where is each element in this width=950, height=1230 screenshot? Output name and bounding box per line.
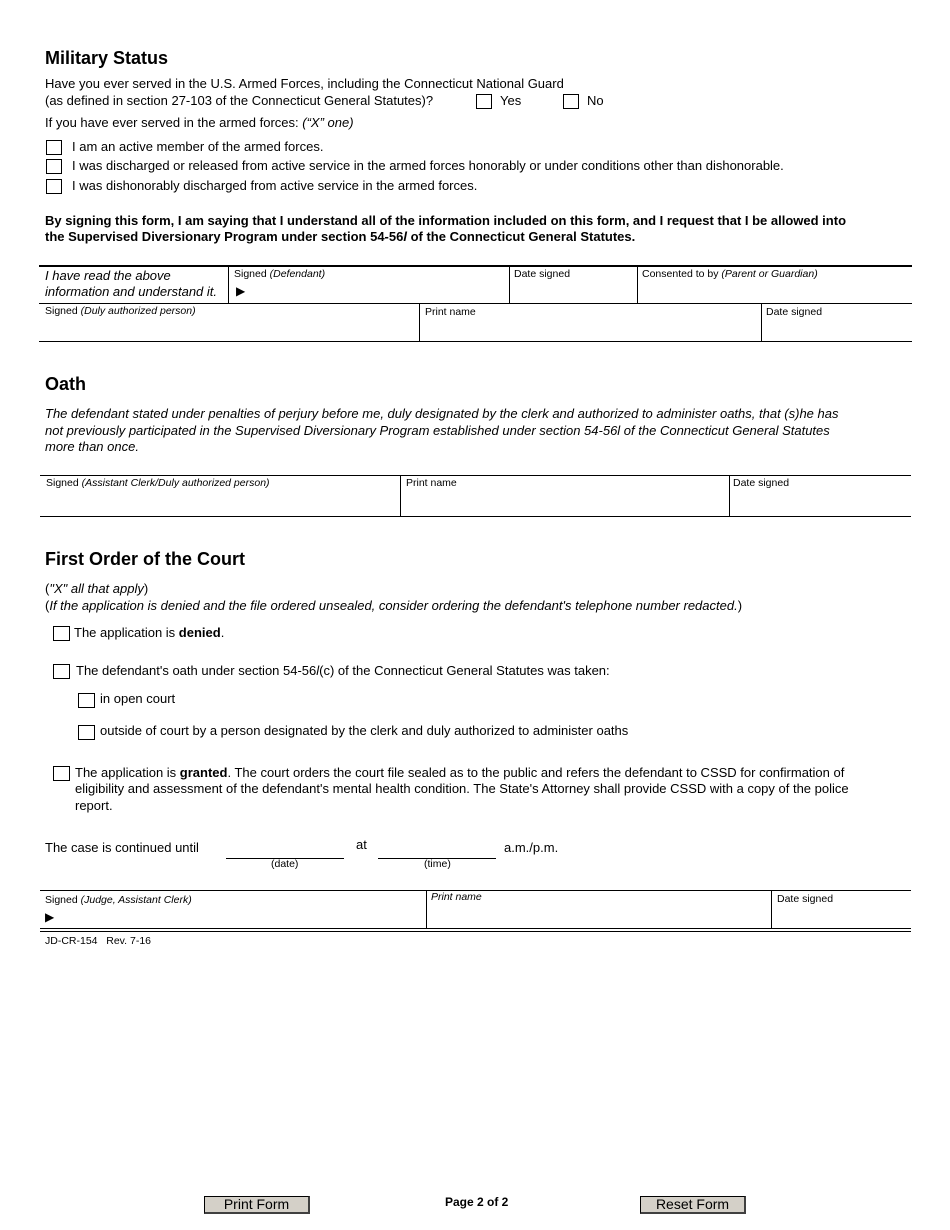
judge-print-name-field[interactable]: [431, 906, 767, 926]
denied-pre: The application is: [74, 625, 179, 640]
granted-line1-post: . The court orders the court file sealed as to the public and refers the defendant to CSSD for confirmation of: [227, 765, 845, 780]
consented-label: [642, 268, 818, 280]
guardian-signature-field[interactable]: [642, 282, 908, 300]
signature-divider-4: [419, 304, 420, 341]
signature-divider-5: [761, 304, 762, 341]
granted-bold: granted: [179, 765, 228, 780]
outside-court-checkbox[interactable]: [78, 725, 95, 740]
judge-signed-hint: (Judge, Assistant Clerk): [80, 894, 192, 906]
denied-label: [74, 625, 224, 641]
active-member-label: I am an active member of the armed forces.: [72, 139, 324, 154]
oath-taken-l: l: [316, 663, 320, 678]
signature-block-mid-rule: [39, 303, 912, 304]
oath-text-line2: not previously participated in the Supervised Diversionary Program established under section 54-56l of the Connecticut General Statutes: [45, 423, 830, 438]
military-question-line1: Have you ever served in the U.S. Armed Forces, including the Connecticut National Guard: [45, 76, 564, 91]
declaration-line2: [45, 229, 635, 245]
instr2-ital: If the application is denied and the file ordered unsealed, consider ordering the defendant's telephone number redacted.: [49, 598, 738, 613]
consented-hint: (Parent or Guardian): [721, 268, 818, 280]
declaration-line1: By signing this form, I am saying that I understand all of the information included on this form, and I request that I be allowed into: [45, 213, 847, 228]
instr2-post: ): [737, 598, 743, 613]
oath-taken-post: (c) of the Connecticut General Statutes was taken:: [319, 663, 610, 678]
print-form-button[interactable]: Print Form: [204, 1196, 310, 1214]
case-continued-label: The case is continued until: [45, 840, 199, 855]
oath-text-line3: more than once.: [45, 439, 139, 454]
granted-pre: The application is: [75, 765, 180, 780]
signed-label-text: Signed: [234, 268, 270, 280]
judge-signed-label: [45, 894, 192, 906]
judge-block-bottom-rule: [40, 928, 911, 929]
defendant-signed-label: [234, 268, 325, 280]
oath-signed-label: [46, 477, 270, 489]
if-served-instruction: [45, 115, 354, 131]
denied-checkbox[interactable]: [53, 626, 70, 641]
continued-time-field[interactable]: [378, 838, 496, 857]
date-caption: (date): [271, 858, 299, 870]
judge-date-field[interactable]: [777, 906, 908, 926]
oath-divider-2: [729, 476, 730, 516]
granted-line2: eligibility and assessment of the defendant's mental health condition. The State's Attorney shall provide CSSD with a copy of the police: [75, 781, 849, 796]
authorized-date-signed-label: Date signed: [766, 306, 823, 318]
granted-line3: report.: [75, 798, 113, 813]
active-member-checkbox[interactable]: [46, 140, 62, 155]
read-understand-line1: I have read the above: [45, 268, 171, 283]
authorized-signature-field[interactable]: [45, 320, 415, 338]
authorized-hint: (Duly authorized person): [80, 305, 196, 317]
oath-signature-field[interactable]: [46, 492, 396, 512]
oath-taken-checkbox[interactable]: [53, 664, 70, 679]
instr1-ital: "X" all that apply: [49, 581, 144, 596]
granted-line1: [75, 765, 915, 781]
ampm-label: a.m./p.m.: [504, 840, 559, 855]
denied-bold: denied: [178, 625, 221, 640]
honorable-discharge-checkbox[interactable]: [46, 159, 62, 174]
page-number: Page 2 of 2: [445, 1195, 509, 1209]
instr1-post: ): [143, 581, 149, 596]
print-name-label: Print name: [425, 306, 476, 318]
signed-label-text-2: Signed: [45, 305, 81, 317]
court-instruction-1: [45, 581, 148, 597]
oath-date-signed-label: Date signed: [733, 477, 790, 489]
military-no-checkbox[interactable]: [563, 94, 579, 109]
oath-taken-pre: The defendant's oath under section 54-56: [76, 663, 317, 678]
oath-date-field[interactable]: [733, 492, 908, 512]
print-name-field[interactable]: [425, 320, 757, 338]
oath-block-bottom-rule: [40, 516, 911, 517]
military-status-heading: Military Status: [45, 48, 169, 68]
defendant-date-field[interactable]: [514, 282, 632, 300]
honorable-discharge-label: I was discharged or released from active service in the armed forces honorably or under conditions other than dishonorable.: [72, 158, 784, 173]
granted-checkbox[interactable]: [53, 766, 70, 781]
judge-print-name-label: Print name: [431, 891, 482, 903]
denied-post: .: [220, 625, 225, 640]
dishonorable-discharge-checkbox[interactable]: [46, 179, 62, 194]
military-yes-label: Yes: [500, 93, 522, 108]
court-order-heading: First Order of the Court: [45, 549, 246, 569]
signature-divider-2: [509, 266, 510, 303]
form-id: JD-CR-154 Rev. 7-16: [45, 935, 152, 947]
signature-arrow-icon: ▶: [236, 284, 246, 298]
declaration-line2-l: l: [403, 229, 407, 244]
judge-signed-text: Signed: [45, 894, 81, 906]
oath-print-name-field[interactable]: [406, 492, 724, 512]
instr1-pre: (: [45, 581, 50, 596]
at-label: at: [356, 837, 367, 852]
oath-block-top-rule: [40, 475, 911, 476]
open-court-label: in open court: [100, 691, 176, 706]
dishonorable-discharge-label: I was dishonorably discharged from active service in the armed forces.: [72, 178, 478, 193]
oath-signed-text: Signed: [46, 477, 82, 489]
reset-form-button[interactable]: Reset Form: [640, 1196, 746, 1214]
signature-divider-1: [228, 266, 229, 303]
time-caption: (time): [424, 858, 451, 870]
if-served-text: If you have ever served in the armed forces:: [45, 115, 303, 130]
instr2-pre: (: [45, 598, 50, 613]
military-yes-checkbox[interactable]: [476, 94, 492, 109]
signature-block-top-rule: [39, 265, 912, 267]
continued-date-field[interactable]: [226, 838, 344, 857]
oath-print-name-label: Print name: [406, 477, 457, 489]
oath-heading: Oath: [45, 374, 87, 394]
authorized-date-field[interactable]: [766, 320, 908, 338]
military-question-line2: (as defined in section 27-103 of the Connecticut General Statutes)?: [45, 93, 434, 108]
defendant-date-signed-label: Date signed: [514, 268, 571, 280]
read-understand-line2: information and understand it.: [45, 284, 217, 299]
oath-signed-hint: (Assistant Clerk/Duly authorized person): [81, 477, 270, 489]
judge-divider-1: [426, 891, 427, 928]
defendant-signature-field[interactable]: [250, 282, 505, 300]
judge-date-signed-label: Date signed: [777, 893, 834, 905]
consented-text: Consented to by: [642, 268, 722, 280]
judge-signature-arrow-icon: ▶: [45, 910, 55, 924]
signature-divider-3: [637, 266, 638, 303]
declaration-line2-pre: the Supervised Diversionary Program under section 54-56: [45, 229, 404, 244]
oath-taken-label: [76, 663, 610, 679]
open-court-checkbox[interactable]: [78, 693, 95, 708]
oath-text-line1: The defendant stated under penalties of perjury before me, duly designated by the clerk and authorized to administer oaths, that (s)he has: [45, 406, 839, 421]
if-served-hint: (“X” one): [302, 115, 354, 130]
judge-divider-2: [771, 891, 772, 928]
judge-block-double-rule: [40, 931, 911, 932]
declaration-line2-post: of the Connecticut General Statutes.: [406, 229, 636, 244]
authorized-signed-label: [45, 305, 196, 317]
oath-divider-1: [400, 476, 401, 516]
court-instruction-2: [45, 598, 742, 614]
outside-court-label: outside of court by a person designated by the clerk and duly authorized to administer oaths: [100, 723, 629, 738]
signature-block-bottom-rule: [39, 341, 912, 342]
judge-signature-field[interactable]: [60, 908, 422, 926]
military-no-label: No: [587, 93, 604, 108]
defendant-hint: (Defendant): [269, 268, 326, 280]
